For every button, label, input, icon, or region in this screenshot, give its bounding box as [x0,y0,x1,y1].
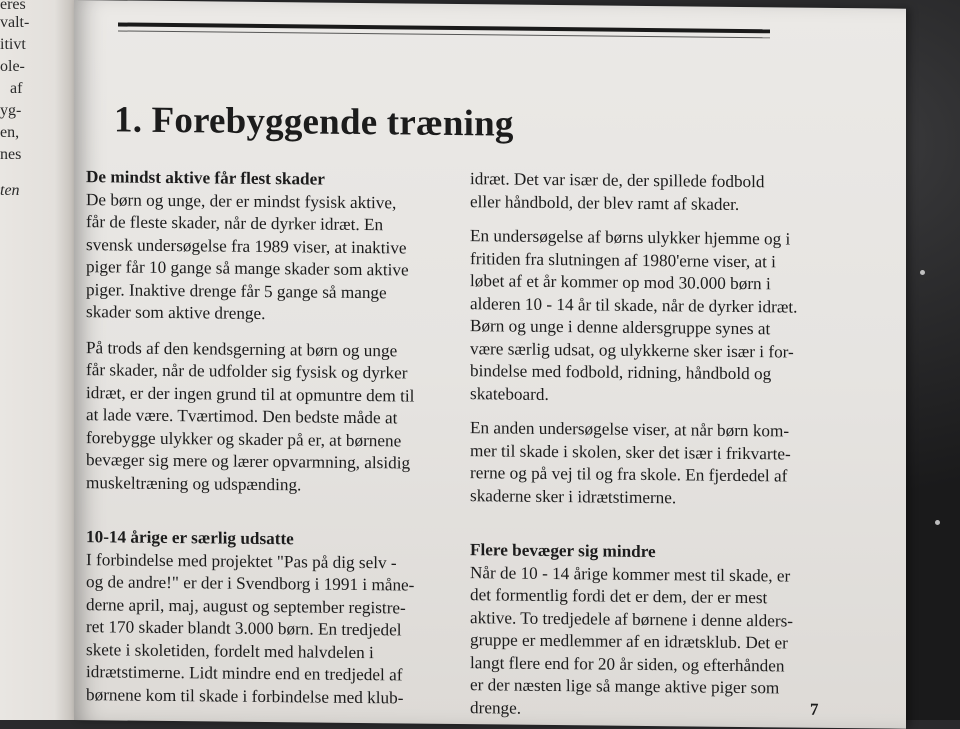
text-line: På trods af den kendsgerning at børn og unge [86,337,398,360]
paragraph [86,549,456,710]
text-line: løbet af et år kommer op mod 30.000 børn i [470,271,771,294]
text-line: og de andre!" er der i Svendborg i 1991 i måne- [86,572,415,595]
section-heading: 10-14 årige er særlig udsatte [86,527,294,549]
text-line: De børn og unge, der er mindst fysisk aktive, [86,189,397,212]
text-line: idræt, er der ingen grund til at opmuntre dem til [86,382,415,406]
text-line: får de fleste skader, når de dyrker idræt. En [86,212,384,235]
text-line: det formentlig fordi det er dem, der er mest [470,585,768,608]
left-page-fragment: eres [0,0,26,13]
left-column [86,166,456,710]
left-page-fragment: af [10,80,23,97]
text-line: fritiden fra slutningen af 1980'erne viser, at i [470,248,776,271]
text-line: piger får 10 gange så mange skader som aktive [86,257,409,280]
text-line: piger. Inaktive drenge får 5 gange så mange [86,279,387,302]
text-line: skaderne sker i idrætstimerne. [470,485,677,507]
text-line: skateboard. [470,383,549,404]
left-page-fragment: nes [0,146,22,163]
paragraph [470,562,820,723]
text-line: langt flere end for 20 år siden, og efterhånden [470,652,785,675]
text-line: bindelse med fodbold, ridning, håndbold og [470,361,772,384]
text-line: En anden undersøgelse viser, at når børn kom- [470,418,790,441]
text-line: idrætstimerne. Lidt mindre end en tredjedel af [86,662,403,685]
text-line: gruppe er medlemmer af en idrætsklub. Det er [470,630,788,653]
desk-speck [920,270,925,275]
text-line: får skader, når de udfolder sig fysisk og dyrker [86,360,408,383]
page-number: 7 [810,699,819,719]
left-page-edge [0,0,78,720]
text-line: drenge. [470,697,522,718]
text-line: skete i skoletiden, fordelt med halvdelen i [86,639,374,662]
paragraph [86,189,456,328]
text-line: rerne og på vej til og fra skole. En fjerdedel af [470,463,788,486]
left-page-fragment: yg- [0,102,22,119]
text-line: Når de 10 - 14 årige kommer mest til skade, er [470,562,791,586]
left-page-fragment: ole- [0,58,25,75]
section-heading: De mindst aktive får flest skader [86,167,325,189]
text-line: børnene kom til skade i forbindelse med klub- [86,684,404,707]
text-line: svensk undersøgelse fra 1989 viser, at inaktive [86,234,407,257]
right-column [470,168,820,723]
text-line: mer til skade i skolen, sker det især i frikvarte- [470,440,791,464]
text-line: Børn og unge i denne aldersgruppe synes at [470,316,771,339]
desk-speck [935,520,940,525]
text-line: alderen 10 - 14 år til skade, når de dyrker idræt. [470,293,798,317]
paragraph [86,337,456,498]
text-line: muskeltræning og udspænding. [86,472,302,494]
left-page-fragment: ten [0,182,20,199]
text-line: være særlig udsat, og ulykkerne sker især i for- [470,338,794,362]
text-line: forebygge ulykker og skader på er, at børnene [86,427,402,450]
text-line: eller håndbold, der blev ramt af skader. [470,191,740,214]
left-page-fragment: itivt [0,36,26,53]
left-page-fragment: en, [0,124,20,141]
book-page [74,0,906,729]
text-line: derne april, maj, august og september registre- [86,594,406,617]
text-line: bevæger sig mere og lærer opvarmning, alsidig [86,450,411,473]
paragraph [470,168,820,217]
text-line: skader som aktive drenge. [86,302,266,324]
text-line: at lade være. Tværtimod. Den bedste måde at [86,405,398,428]
text-line: En undersøgelse af børns ulykker hjemme og i [470,226,791,249]
text-line: idræt. Det var især de, der spillede fodbold [470,169,765,192]
paragraph [470,225,820,409]
text-line: aktive. To tredjedele af børnene i denne alders- [470,607,793,631]
left-page-fragment: valt- [0,14,30,31]
text-line: er der næsten lige så mange aktive piger som [470,675,780,698]
text-line: ret 170 skader blandt 3.000 børn. En tredjedel [86,617,402,640]
page-title: 1. Forebyggende træning [114,99,514,145]
text-line: I forbindelse med projektet "Pas på dig selv - [86,549,397,572]
section-heading: Flere bevæger sig mindre [470,540,656,562]
paragraph [470,417,820,511]
